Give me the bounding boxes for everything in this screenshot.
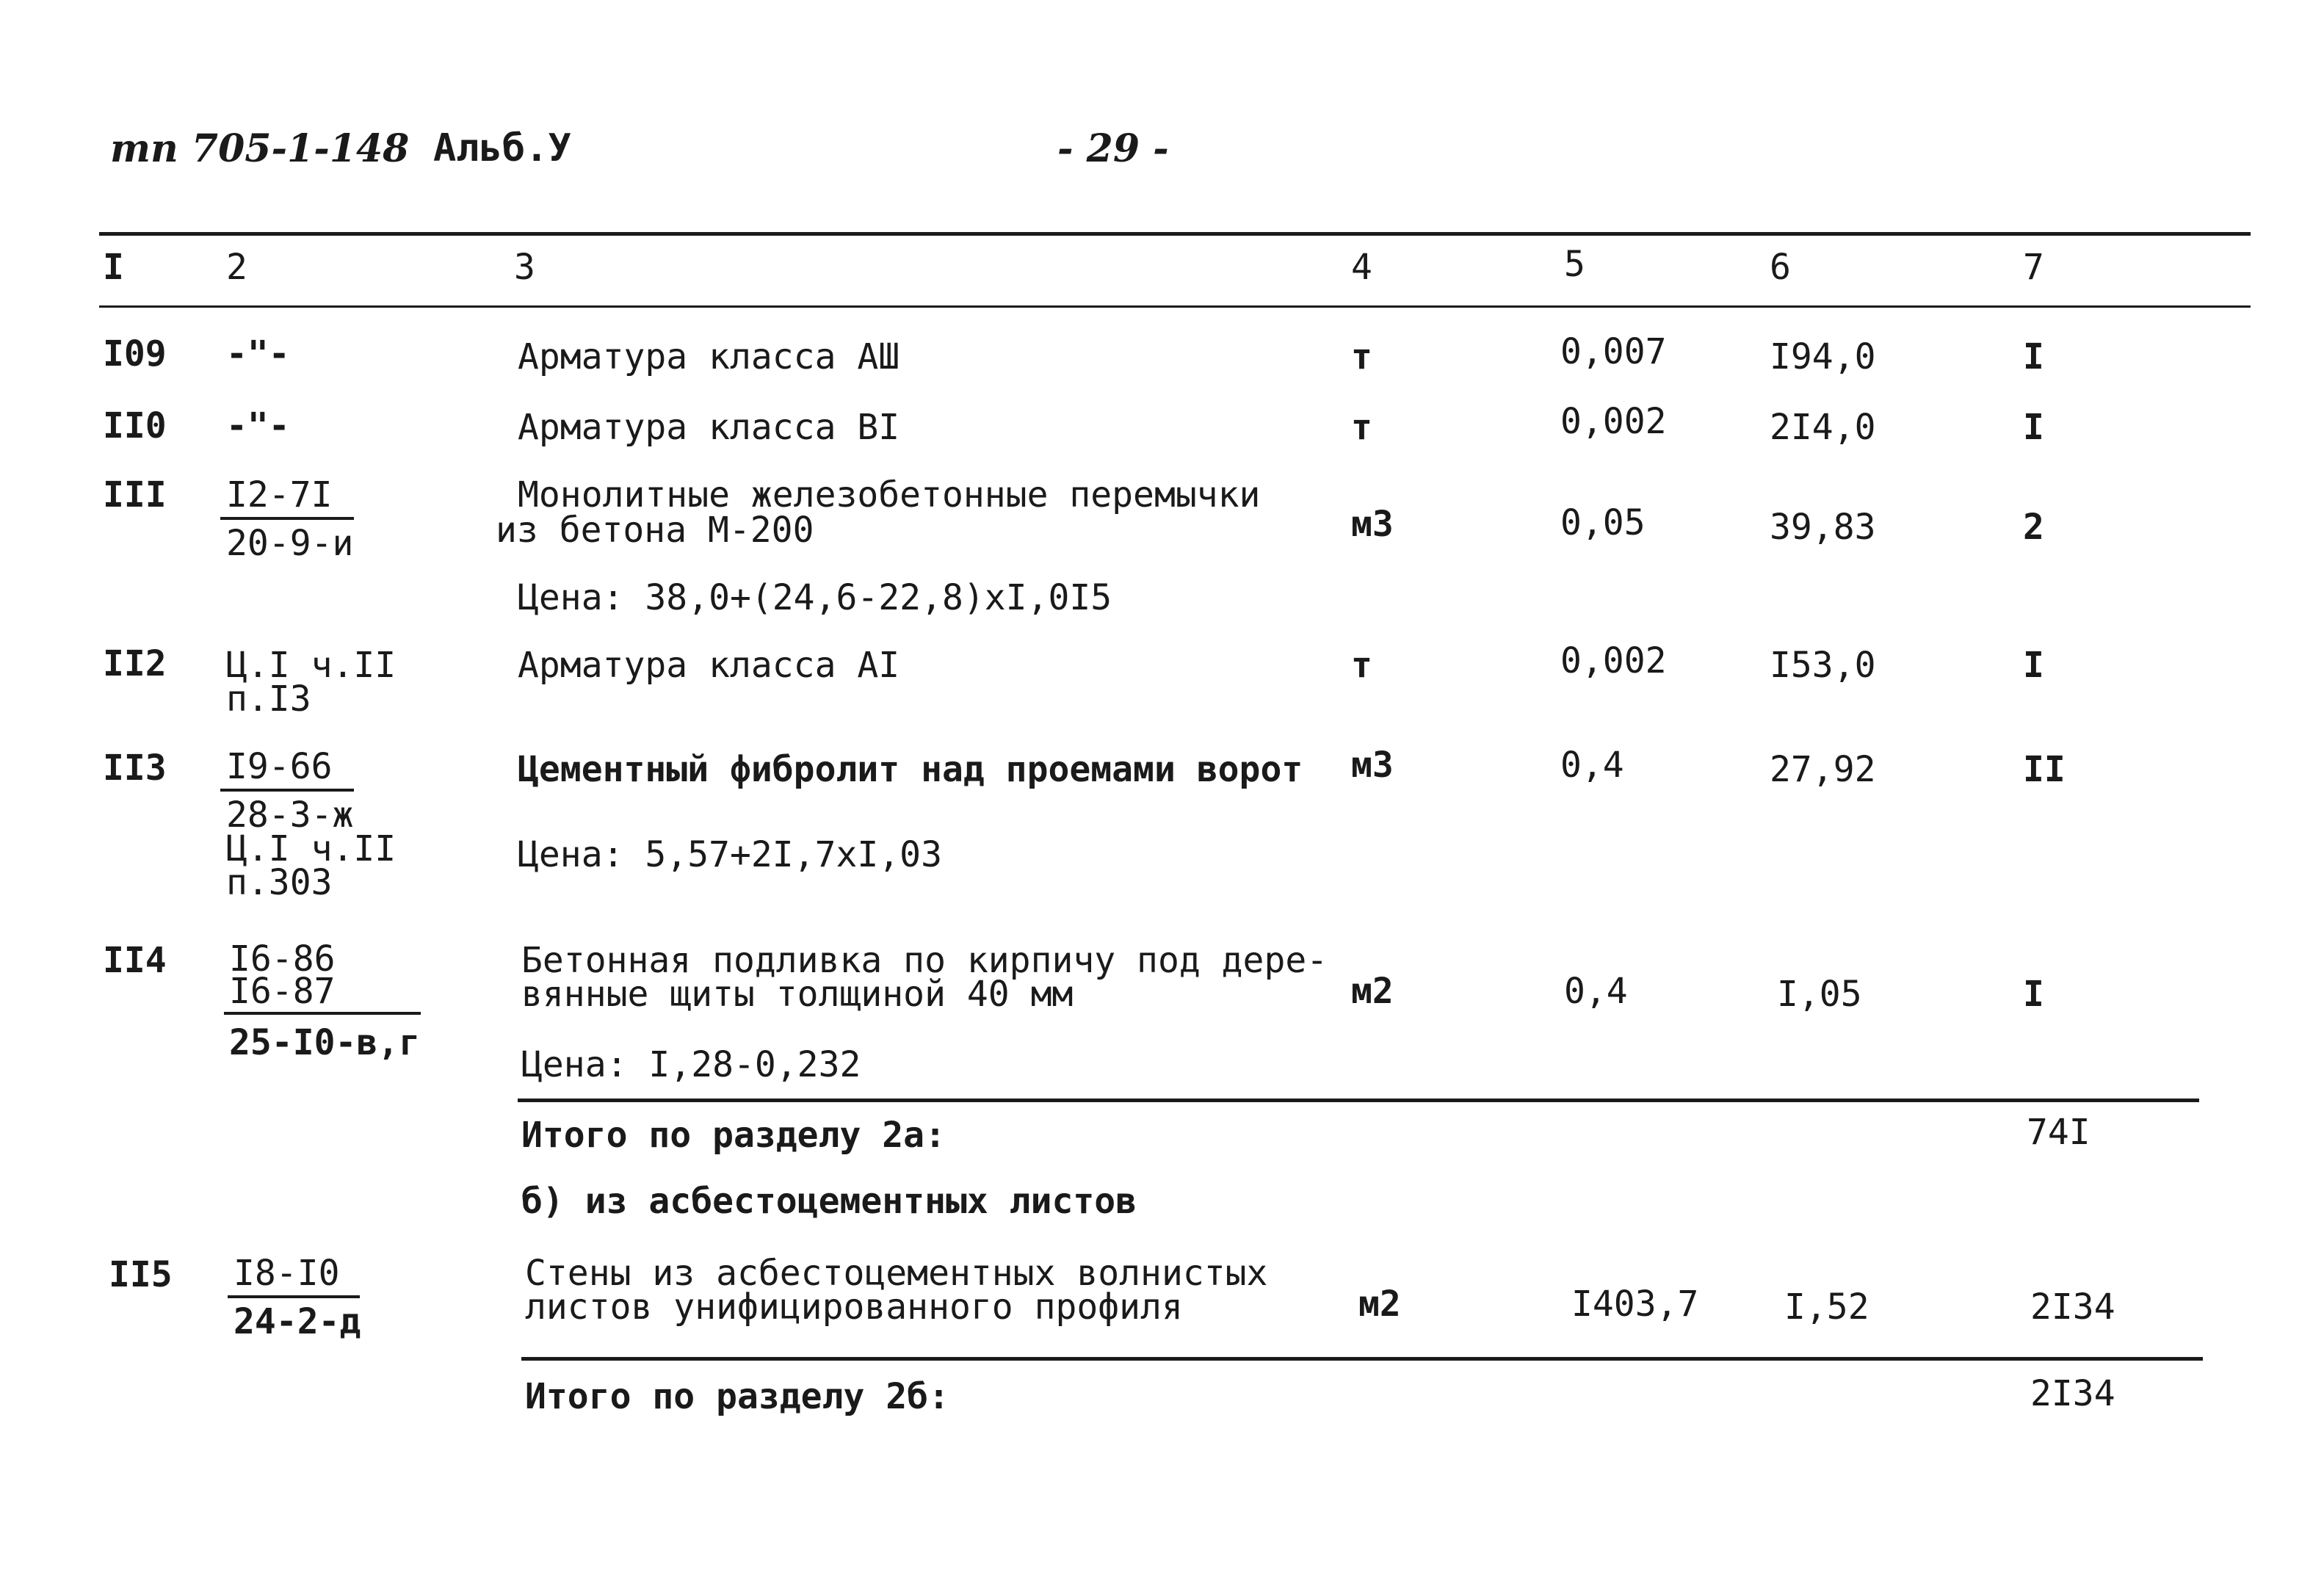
col-header-2: 2 <box>226 247 247 288</box>
row-unit: т <box>1351 407 1372 448</box>
row-reference-bottom: 20-9-и <box>226 523 354 564</box>
reference-fraction-line <box>228 1295 360 1298</box>
row-description-line2: вянные щиты толщиной 40 мм <box>521 974 1074 1015</box>
row-price: I,05 <box>1777 974 1862 1015</box>
row-number: I09 <box>103 333 167 374</box>
row-reference: -"- <box>226 405 290 446</box>
reference-fraction-line <box>220 789 354 792</box>
row-price: 2I4,0 <box>1770 407 1876 448</box>
row-total: 2I34 <box>2030 1286 2115 1328</box>
row-reference-line3: 25-I0-в,г <box>229 1022 421 1063</box>
row-reference-top: I9-66 <box>226 746 333 787</box>
col-header-3: 3 <box>514 247 535 288</box>
row-total: 2 <box>2023 507 2044 548</box>
subtotal-label: Итого по разделу 2б: <box>525 1376 949 1417</box>
row-price-formula: Цена: I,28-0,232 <box>521 1044 861 1085</box>
subtotal-value: 2I34 <box>2030 1373 2115 1414</box>
row-unit: м3 <box>1351 504 1394 545</box>
row-price: 27,92 <box>1770 749 1876 790</box>
row-price-formula: Цена: 38,0+(24,6-22,8)xI,0I5 <box>518 577 1112 618</box>
subtotal-rule <box>521 1357 2203 1361</box>
reference-fraction-line <box>224 1012 421 1015</box>
row-number: II3 <box>103 748 167 789</box>
row-price: I,52 <box>1784 1286 1869 1328</box>
row-unit: т <box>1351 336 1372 377</box>
row-description: Арматура класса BI <box>518 407 900 448</box>
row-reference-line4: п.303 <box>226 862 333 903</box>
row-description-line2: листов унифицированного профиля <box>525 1286 1183 1328</box>
row-unit: т <box>1351 645 1372 686</box>
row-reference-line2: 28-3-ж <box>226 795 354 836</box>
row-description-line2: из бетона М-200 <box>496 510 814 551</box>
col-header-1: I <box>103 247 124 288</box>
col-header-5: 5 <box>1564 244 1585 285</box>
col-header-4: 4 <box>1351 247 1372 288</box>
row-number: II2 <box>103 643 167 684</box>
row-total: I <box>2023 645 2044 686</box>
subtotal-value: 74I <box>2027 1112 2090 1153</box>
row-total: II <box>2023 749 2066 790</box>
row-total: I <box>2023 407 2044 448</box>
document-code: тп 705-1-148 <box>110 126 410 171</box>
row-price-formula: Цена: 5,57+2I,7xI,03 <box>518 834 942 875</box>
row-price: 39,83 <box>1770 507 1876 548</box>
section-heading: б) из асбестоцементных листов <box>521 1181 1137 1222</box>
row-description: Цементный фибролит над проемами ворот <box>518 749 1303 790</box>
subtotal-label: Итого по разделу 2а: <box>521 1115 946 1156</box>
header-bottom-rule <box>99 305 2251 308</box>
row-reference-top: I8-I0 <box>234 1253 340 1294</box>
page-number: - 29 - <box>1057 126 1169 171</box>
row-quantity: 0,002 <box>1560 401 1667 442</box>
row-reference: -"- <box>226 333 290 374</box>
col-header-6: 6 <box>1770 247 1791 288</box>
row-price: I53,0 <box>1770 645 1876 686</box>
row-quantity: 0,05 <box>1560 502 1646 543</box>
row-reference-line2: I6-87 <box>229 971 336 1012</box>
row-reference-line1: I6-86 <box>229 938 336 980</box>
row-total: I <box>2023 974 2044 1015</box>
subtotal-rule <box>518 1099 2199 1102</box>
row-quantity: 0,4 <box>1560 745 1624 786</box>
row-reference-line1: Ц.I ч.II <box>226 645 397 686</box>
row-quantity: 0,4 <box>1564 971 1628 1012</box>
row-number: III <box>103 474 167 515</box>
row-number: II4 <box>103 940 167 981</box>
reference-fraction-line <box>220 517 354 520</box>
row-number: II5 <box>109 1254 173 1295</box>
row-description: Арматура класса АI <box>518 645 900 686</box>
col-header-7: 7 <box>2023 247 2044 288</box>
row-reference-top: I2-7I <box>226 474 333 515</box>
row-quantity: 0,007 <box>1560 331 1667 372</box>
row-price: I94,0 <box>1770 336 1876 377</box>
row-reference-line3: Ц.I ч.II <box>226 828 397 869</box>
row-description-line1: Бетонная подливка по кирпичу под дере- <box>521 940 1328 981</box>
row-description-line1: Монолитные железобетонные перемычки <box>518 474 1261 515</box>
row-total: I <box>2023 336 2044 377</box>
row-description-line1: Стены из асбестоцементных волнистых <box>525 1253 1268 1294</box>
table-top-rule <box>99 232 2251 236</box>
row-unit: м2 <box>1358 1284 1401 1325</box>
row-reference-line2: п.I3 <box>226 678 311 720</box>
row-unit: м2 <box>1351 971 1394 1012</box>
album-label: Альб.У <box>433 126 571 170</box>
row-unit: м3 <box>1351 745 1394 786</box>
row-quantity: 0,002 <box>1560 640 1667 681</box>
row-quantity: I403,7 <box>1571 1284 1699 1325</box>
row-number: II0 <box>103 405 167 446</box>
row-description: Арматура класса АШ <box>518 336 900 377</box>
row-reference-bottom: 24-2-д <box>234 1301 361 1342</box>
